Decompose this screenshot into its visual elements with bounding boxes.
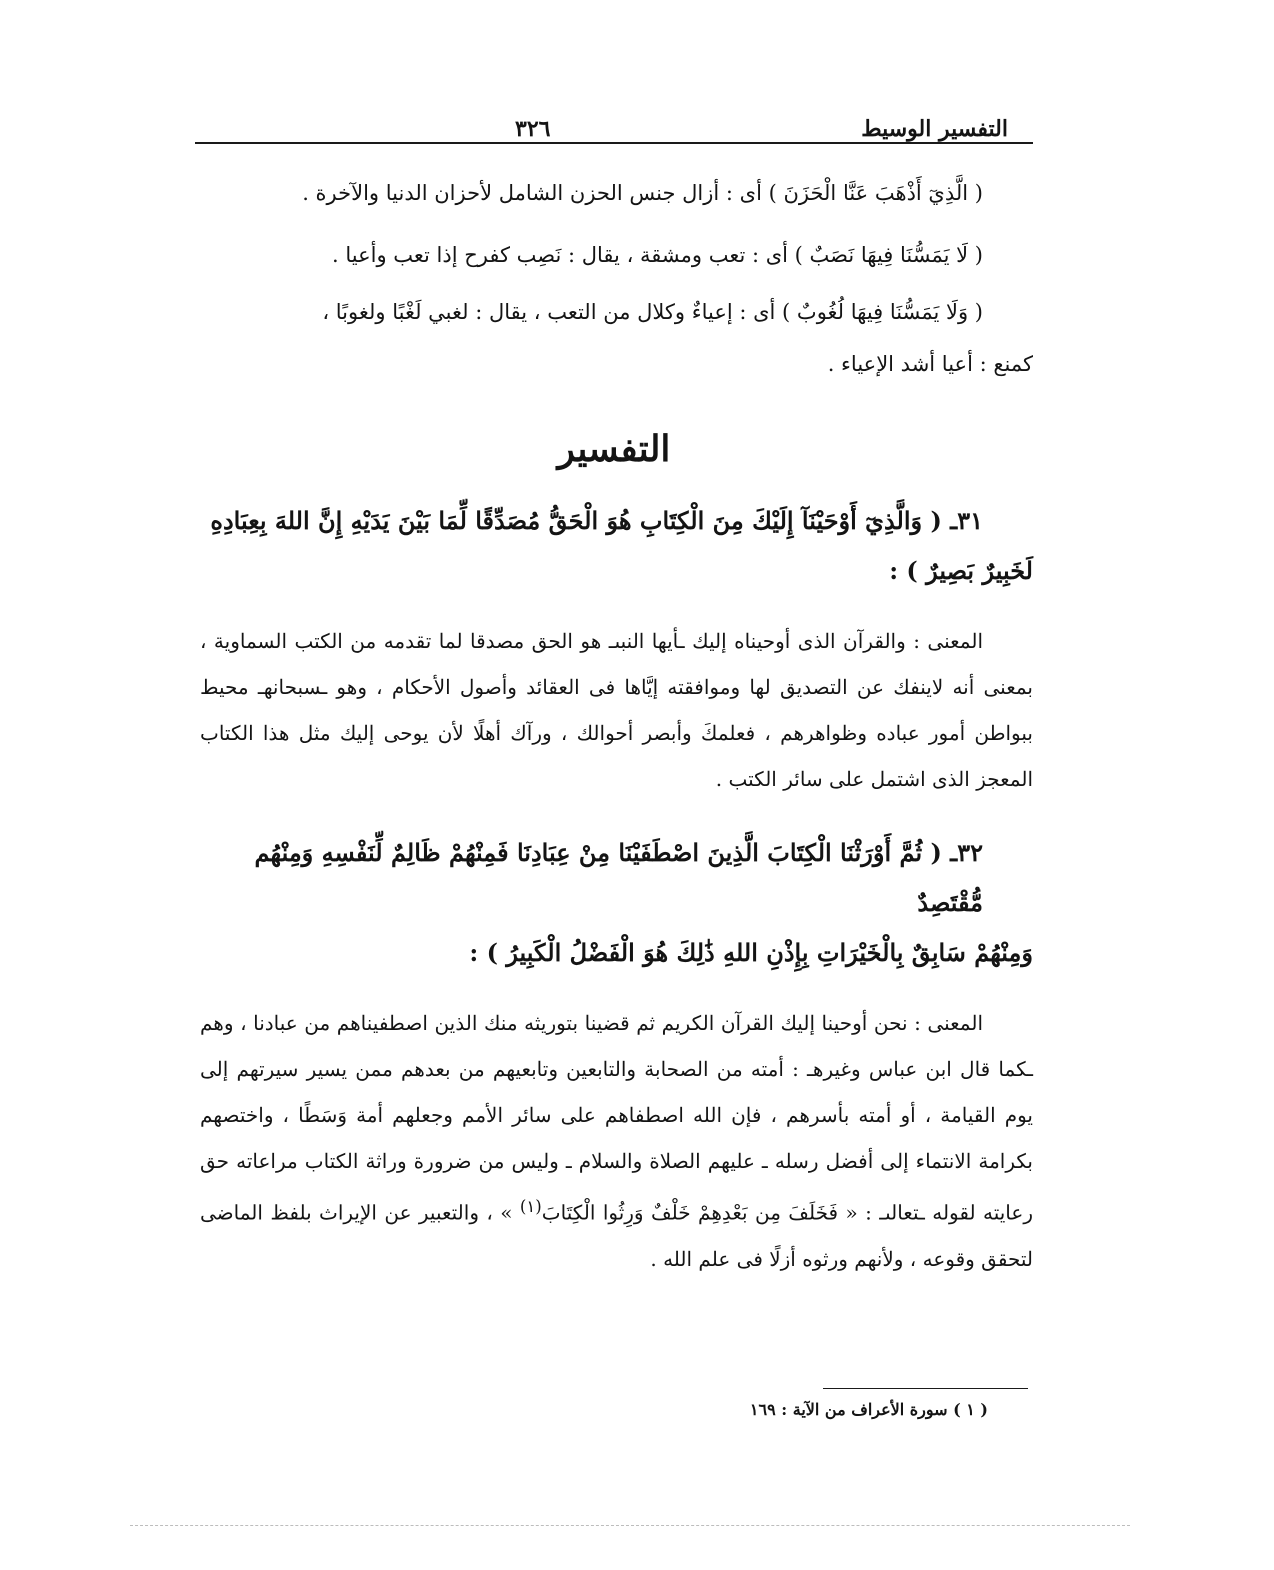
verse-31	[195, 496, 1033, 596]
verse-line: لَخَبِيرٌ بَصِيرٌ ) :	[889, 556, 1033, 585]
book-page	[195, 100, 1033, 1480]
section-title: التفسير	[557, 428, 671, 470]
footnote-divider	[823, 1388, 1028, 1389]
commentary-paragraph	[195, 1000, 1033, 1282]
gloss-text: ( لَا يَمَسُّنَا فِيهَا نَصَبٌ ) أى : تعب ومشقة ، يقال : نَصِب كفرح إذا تعب وأعيا .	[332, 243, 983, 267]
verse-line: ٣١ـ ( وَالَّذِيٓ أَوْحَيْنَآ إِلَيْكَ مِنَ الْكِتَابِ هُوَ الْحَقُّ مُصَدِّقًا لِّمَا بَيْنَ يَدَيْهِ إِنَّ اللهَ بِعِبَادِهِ	[210, 506, 983, 535]
paragraph-text: المعنى : نحن أوحينا إليك القرآن الكريم ثم قضينا بتوريثه منك الذين اصطفيناهم من عبادنا ، وهم ـكما قال ابن عباس وغيرهـ : أمته من الصحابة والتابعين وتابعيهم من بعدهم ممن يسير سيرتهم إلى يوم القيامة ، أو أمته بأسرهم ، فإن الله اصطفاهم على سائر الأمم وجعلهم أمة وَسَطًا ، واختصهم بكرامة الانتماء إلى أفضل رسله ـ عليهم الصلاة والسلام ـ وليس من ضرورة وراثة الكتاب مراعاته حق رعايته لقوله ـتعالىـ : « فَخَلَفَ مِن بَعْدِهِمْ خَلْفٌ وَرِثُوا الْكِتَابَ	[200, 1011, 1033, 1225]
running-title: التفسير الوسيط	[861, 116, 1008, 142]
verse-line: وَمِنْهُمْ سَابِقٌ بِالْخَيْرَاتِ بِإِذْنِ اللهِ ذَٰلِكَ هُوَ الْفَضْلُ الْكَبِيرُ ) :	[469, 938, 1033, 967]
footnote: ( ١ ) سورة الأعراف من الآية : ١٦٩	[749, 1400, 988, 1419]
gloss-text: ( وَلَا يَمَسُّنَا فِيهَا لُغُوبٌ ) أى : إعياءٌ وكلال من التعب ، يقال : لغبي لَغْبًا ولغوبًا ،	[322, 300, 983, 324]
gloss-text: ( الَّذِيٓ أَذْهَبَ عَنَّا الْحَزَنَ ) أى : أزال جنس الحزن الشامل لأحزان الدنيا والآخرة .	[302, 181, 983, 205]
gloss-continuation: كمنع : أعيا أشد الإعياء .	[827, 352, 1033, 376]
verse-line: ٣٢ـ ( ثُمَّ أَوْرَثْنَا الْكِتَابَ الَّذِينَ اصْطَفَيْنَا مِنْ عِبَادِنَا فَمِنْهُمْ ظَالِمٌ لِّنَفْسِهِ وَمِنْهُم مُّقْتَصِدٌ	[254, 838, 983, 917]
verse-32	[195, 828, 1033, 978]
commentary-paragraph	[195, 618, 1033, 802]
gloss-entry	[195, 224, 1033, 286]
paragraph-text: » ، والتعبير عن الإيراث بلفظ الماضى لتحقق وقوعه ، ولأنهم ورثوه أزلًا فى علم الله .	[200, 1200, 1033, 1271]
paragraph-text: المعنى : والقرآن الذى أوحيناه إليك ـأيها النبىـ هو الحق مصدقا لما تقدمه من الكتب السماوية ، بمعنى أنه لاينفك عن التصديق لها وموافقته إيَّاها فى العقائد وأصول الأحكام ، وهو ـسبحانهـ محيط ببواطن أمور عباده وظواهرهم ، فعلمكَ وأبصر أحوالك ، ورآك أهلًا لأن يوحى إليك مثل هذا الكتاب المعجز الذى اشتمل على سائر الكتب .	[200, 629, 1033, 791]
gloss-entry	[195, 286, 1033, 390]
scan-edge-line	[130, 1525, 1130, 1526]
page-number: ٣٢٦	[515, 116, 551, 142]
page-header	[195, 100, 1033, 144]
gloss-entry	[195, 162, 1033, 224]
footnote-ref: (١)	[519, 1197, 542, 1216]
